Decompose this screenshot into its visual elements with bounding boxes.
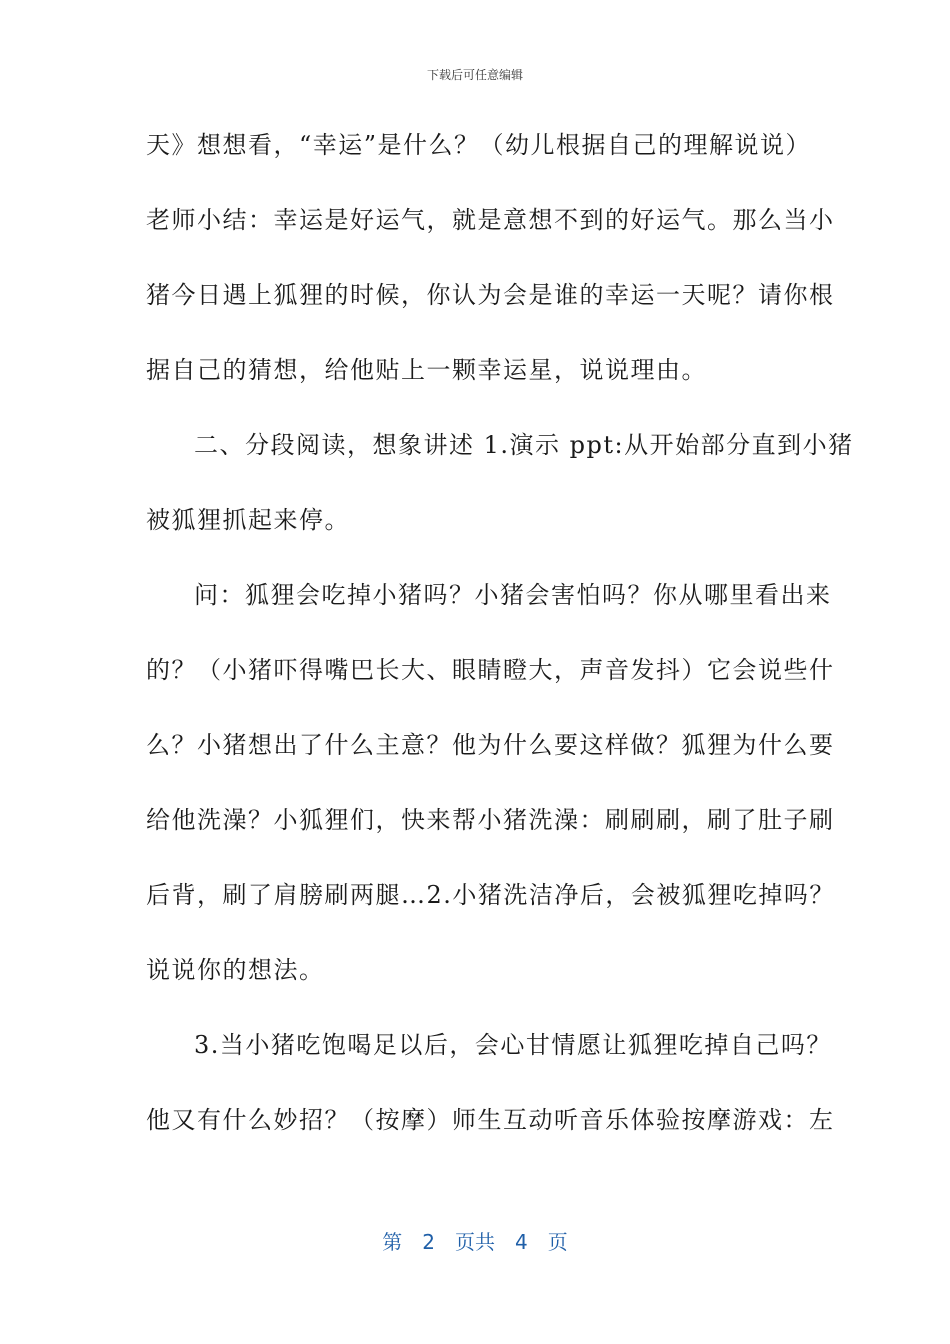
footer-suffix: 页 xyxy=(547,1230,568,1254)
text-line: 被狐狸抓起来停。 xyxy=(146,506,350,534)
text-line: 给他洗澡？小狐狸们，快来帮小猪洗澡：刷刷刷，刷了肚子刷 xyxy=(146,806,835,834)
text-line: 么？小猪想出了什么主意？他为什么要这样做？狐狸为什么要 xyxy=(146,731,835,759)
text-line: 3.当小猪吃饱喝足以后，会心甘情愿让狐狸吃掉自己吗？ xyxy=(194,1031,832,1059)
text-line: 据自己的猜想，给他贴上一颗幸运星，说说理由。 xyxy=(146,356,707,384)
text-line: 的？（小猪吓得嘴巴长大、眼睛瞪大，声音发抖）它会说些什 xyxy=(146,656,835,684)
text-line: 他又有什么妙招？（按摩）师生互动听音乐体验按摩游戏：左 xyxy=(146,1106,835,1134)
page-footer xyxy=(0,1226,950,1255)
current-page-number: 2 xyxy=(422,1230,435,1254)
text-line: 天》想想看，“幸运”是什么？（幼儿根据自己的理解说说） xyxy=(146,131,812,159)
text-line: 老师小结：幸运是好运气，就是意想不到的好运气。那么当小 xyxy=(146,206,835,234)
text-line: 二、分段阅读，想象讲述 1.演示 ppt:从开始部分直到小猪 xyxy=(194,431,854,459)
footer-prefix: 第 xyxy=(382,1230,403,1254)
text-line: 猪今日遇上狐狸的时候，你认为会是谁的幸运一天呢？请你根 xyxy=(146,281,835,309)
text-line: 问：狐狸会吃掉小猪吗？小猪会害怕吗？你从哪里看出来 xyxy=(194,581,832,609)
footer-middle: 页共 xyxy=(455,1230,495,1254)
text-line: 说说你的想法。 xyxy=(146,956,325,984)
text-line: 后背，刷了肩膀刷两腿…2.小猪洗洁净后，会被狐狸吃掉吗？ xyxy=(146,881,835,909)
total-page-count: 4 xyxy=(515,1230,528,1254)
page-header: 下载后可任意编辑 xyxy=(426,68,523,82)
